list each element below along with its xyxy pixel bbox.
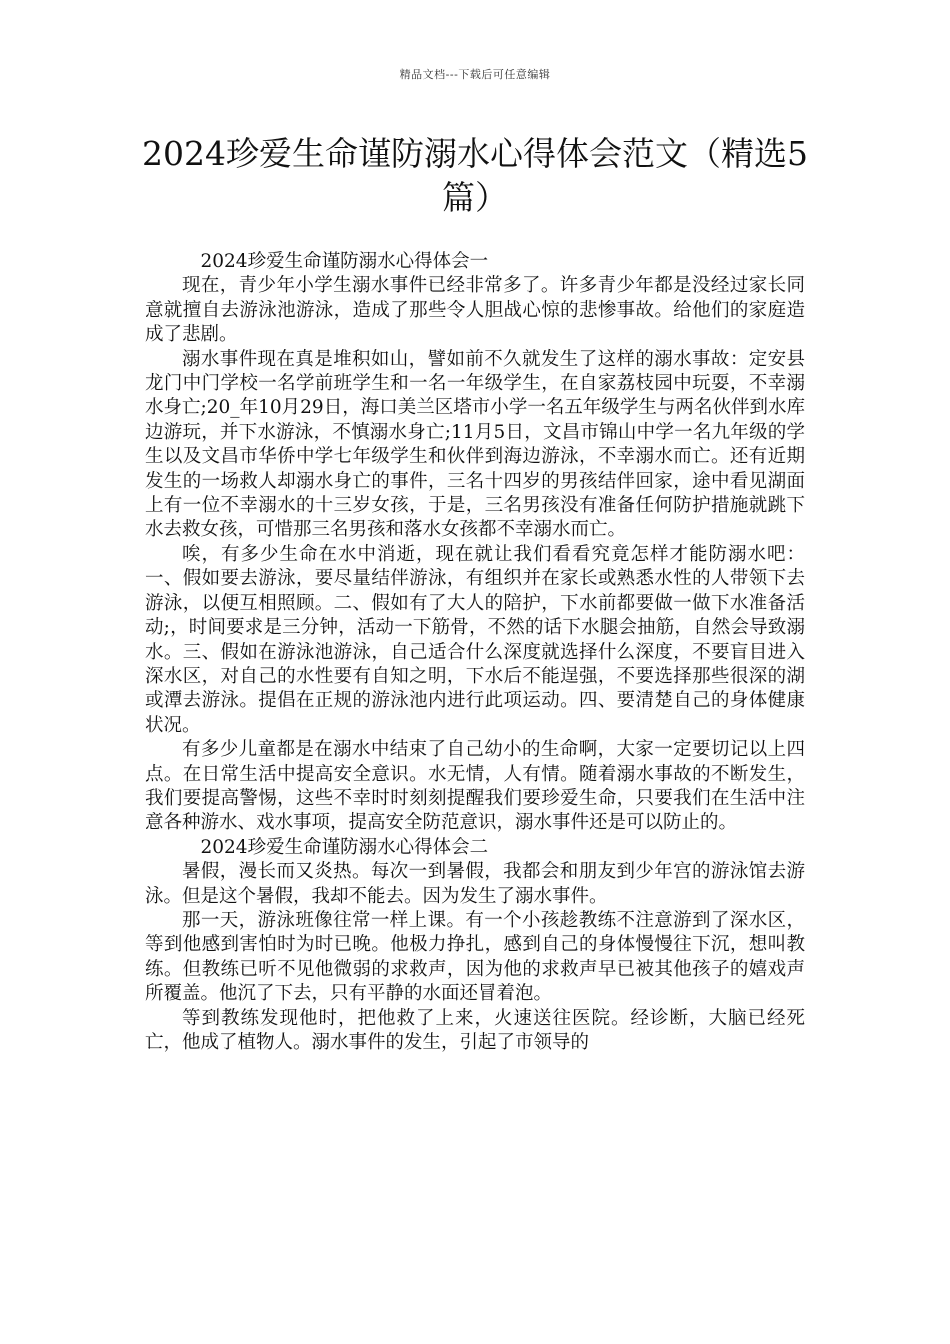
paragraph: 那一天，游泳班像往常一样上课。有一个小孩趁教练不注意游到了深水区，等到他感到害怕时为时已晚。他极力挣扎，感到自己的身体慢慢往下沉，想叫教练。但教练已听不见他微弱的求救声，因为他的求救声早已被其他孩子的嬉戏声所覆盖。他沉了下去，只有平静的水面还冒着泡。 (145, 909, 805, 1005)
section-heading-2: 2024珍爱生命谨防溺水心得体会二 (200, 836, 489, 858)
paragraph: 有多少儿童都是在溺水中结束了自己幼小的生命啊，大家一定要切记以上四点。在日常生活中提高安全意识。水无情，人有情。随着溺水事故的不断发生，我们要提高警惕，这些不幸时时刻刻提醒我们要珍爱生命，只要我们在生活中注意各种游水、戏水事项，提高安全防范意识，溺水事件还是可以防止的。 (145, 739, 805, 834)
section-heading-1: 2024珍爱生命谨防溺水心得体会一 (200, 251, 489, 272)
document-body (145, 250, 805, 1055)
header-note: 精品文档---下载后可任意编辑 (399, 68, 551, 81)
paragraph: 溺水事件现在真是堆积如山，譬如前不久就发生了这样的溺水事故：定安县龙门中门学校一名学前班学生和一名一年级学生，在自家荔枝园中玩耍，不幸溺水身亡;20_年10月29日，海口美兰区塔市小学一名五年级学生与两名伙伴到水库边游玩，并下水游泳，不慎溺水身亡;11月5日，文昌市锦山中学一名九年级的学生以及文昌市华侨中学七年级学生和伙伴到海边游泳，不幸溺水而亡。还有近期发生的一场救人却溺水身亡的事件，三名十四岁的男孩结伴回家，途中看见湖面上有一位不幸溺水的十三岁女孩，于是，三名男孩没有准备任何防护措施就跳下水去救女孩，可惜那三名男孩和落水女孩都不幸溺水而亡。 (145, 348, 805, 541)
paragraph: 现在，青少年小学生溺水事件已经非常多了。许多青少年都是没经过家长同意就擅自去游泳池游泳，造成了那些令人胆战心惊的悲惨事故。给他们的家庭造成了悲剧。 (145, 275, 805, 346)
paragraph: 唉，有多少生命在水中消逝，现在就让我们看看究竟怎样才能防溺水吧：一、假如要去游泳，要尽量结伴游泳，有组织并在家长或熟悉水性的人带领下去游泳，以便互相照顾。二、假如有了大人的陪护，下水前都要做一做下水准备活动;，时间要求是三分钟，活动一下筋骨，不然的话下水腿会抽筋，自然会导致溺水。三、假如在游泳池游泳，自己适合什么深度就选择什么深度，不要盲目进入深水区，对自己的水性要有自知之明，下水后不能逞强，不要选择那些很深的湖或潭去游泳。提倡在正规的游泳池内进行此项运动。四、要清楚自己的身体健康状况。 (145, 543, 805, 736)
paragraph: 等到教练发现他时，把他救了上来，火速送往医院。经诊断，大脑已经死亡，他成了植物人。溺水事件的发生，引起了市领导的 (145, 1007, 805, 1053)
document-title: 2024珍爱生命谨防溺水心得体会范文（精选5篇） (142, 134, 808, 217)
paragraph: 暑假，漫长而又炎热。每次一到暑假，我都会和朋友到少年宫的游泳馆去游泳。但是这个暑假，我却不能去。因为发生了溺水事件。 (145, 861, 805, 907)
